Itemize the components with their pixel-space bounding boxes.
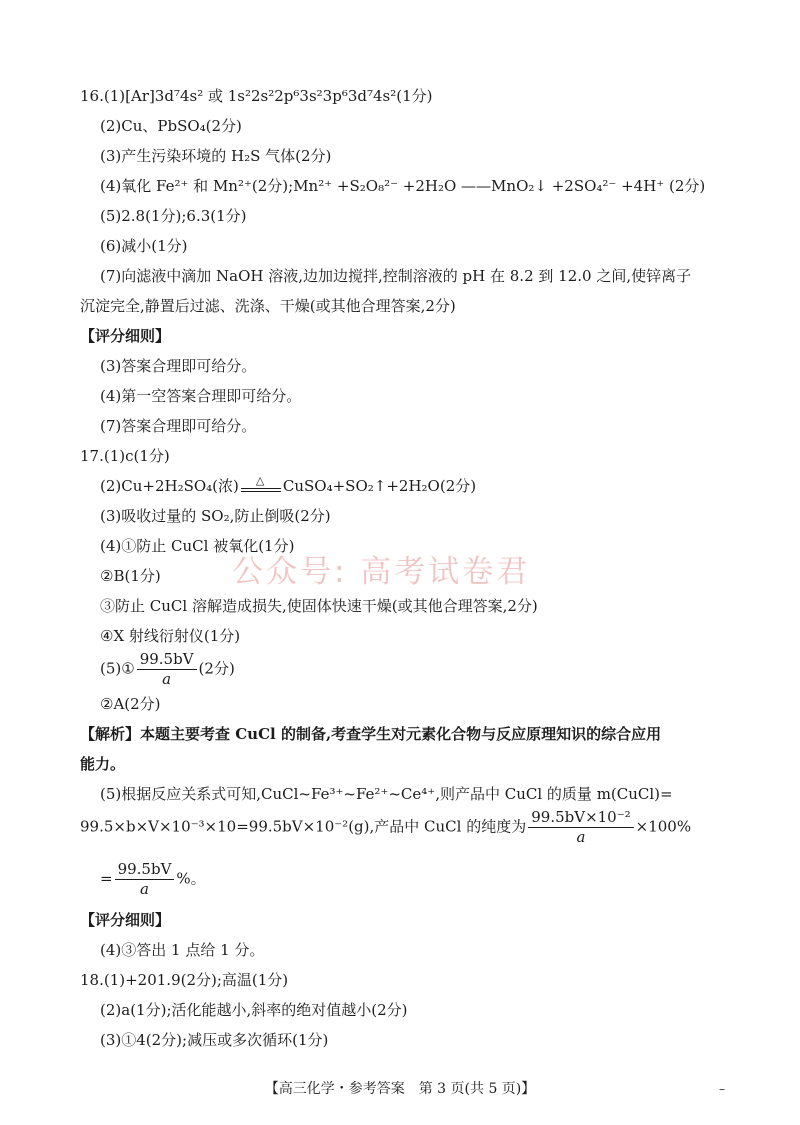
q17-line-2 — [100, 476, 476, 496]
fraction-denominator: a — [576, 828, 586, 846]
q17-analysis-a2 — [80, 808, 691, 847]
q17-l8-suffix: (2分) — [198, 659, 235, 678]
q16-rubric-title: 【评分细则】 — [80, 327, 171, 345]
q17-eq-right: CuSO₄+SO₂↑+2H₂O(2分) — [282, 477, 477, 495]
q16-line-2: (2)Cu、PbSO₄(2分) — [100, 117, 242, 135]
q17-analysis-a3 — [100, 860, 206, 899]
q17-line-4: (4)①防止 CuCl 被氧化(1分) — [100, 537, 295, 555]
q17-line-6: ③防止 CuCl 溶解造成损失,使固体快速干燥(或其他合理答案,2分) — [100, 597, 538, 615]
q17-l8-prefix: (5)① — [100, 659, 135, 678]
q17-analysis — [80, 724, 661, 744]
analysis-label: 【解析】 — [80, 725, 141, 743]
q16-rubric-1: (3)答案合理即可给分。 — [100, 357, 257, 375]
page-footer: 【高三化学・参考答案 第 3 页(共 5 页)】 — [264, 1081, 536, 1097]
q18-line-2: (2)a(1分);活化能越小,斜率的绝对值越小(2分) — [100, 1001, 408, 1019]
a3-suffix: %。 — [176, 869, 206, 888]
fraction — [115, 860, 175, 899]
watermark: 公众号: 高考试卷君 — [232, 554, 531, 590]
q17-analysis-2: 能力。 — [80, 755, 126, 773]
fraction-numerator: 99.5bV×10⁻² — [528, 808, 633, 828]
q17-line-8 — [100, 650, 235, 689]
q16-line-5: (5)2.8(1分);6.3(1分) — [100, 207, 247, 225]
q16-line-8: 沉淀完全,静置后过滤、洗涤、干燥(或其他合理答案,2分) — [80, 297, 456, 315]
q17-line-1: 17.(1)c(1分) — [80, 447, 170, 465]
heating-equals-sign — [239, 474, 283, 496]
q17-line-3: (3)吸收过量的 SO₂,防止倒吸(2分) — [100, 507, 331, 525]
q16-line-3: (3)产生污染环境的 H₂S 气体(2分) — [100, 147, 332, 165]
q17-line-9: ②A(2分) — [100, 695, 161, 713]
q17-line-5: ②B(1分) — [100, 567, 161, 585]
q17-rubric-title: 【评分细则】 — [80, 911, 171, 929]
fraction-numerator: 99.5bV — [115, 860, 175, 880]
q18-line-1: 18.(1)+201.9(2分);高温(1分) — [80, 971, 289, 989]
q17-line-7: ④X 射线衍射仪(1分) — [100, 627, 241, 645]
analysis-text: 本题主要考查 CuCl 的制备,考查学生对元素化合物与反应原理知识的综合应用 — [140, 725, 662, 743]
q17-eq-left: (2)Cu+2H₂SO₄(浓) — [100, 477, 239, 495]
q17-analysis-a1: (5)根据反应关系式可知,CuCl~Fe³⁺~Fe²⁺~Ce⁴⁺,则产品中 CuCl 的质量 m(CuCl)= — [100, 785, 673, 803]
q16-line-6: (6)减小(1分) — [100, 237, 188, 255]
fraction — [528, 808, 633, 847]
a3-prefix: = — [100, 869, 113, 888]
q18-line-3: (3)①4(2分);减压或多次循环(1分) — [100, 1031, 329, 1049]
q16-line-4: (4)氧化 Fe²⁺ 和 Mn²⁺(2分);Mn²⁺ +S₂O₈²⁻ +2H₂O ——MnO₂↓ +2SO₄²⁻ +4H⁺ (2分) — [100, 177, 706, 195]
q16-rubric-2: (4)第一空答案合理即可给分。 — [100, 387, 302, 405]
fraction-denominator: a — [162, 670, 172, 688]
fraction-numerator: 99.5bV — [137, 650, 197, 670]
q16-line-1: 16.(1)[Ar]3d⁷4s² 或 1s²2s²2p⁶3s²3p⁶3d⁷4s²(1分) — [80, 87, 433, 105]
q16-line-7: (7)向滤液中滴加 NaOH 溶液,边加边搅拌,控制溶液的 pH 在 8.2 到 12.0 之间,使锌离子 — [100, 267, 692, 285]
corner-mark: – — [719, 1082, 725, 1096]
fraction-denominator: a — [140, 880, 149, 898]
q16-rubric-3: (7)答案合理即可给分。 — [100, 417, 257, 435]
fraction — [137, 650, 197, 689]
q17-rubric-1: (4)③答出 1 点给 1 分。 — [100, 941, 265, 959]
a2-right: ×100% — [635, 817, 692, 836]
a2-left: 99.5×b×V×10⁻³×10=99.5bV×10⁻²(g),产品中 CuCl 的纯度为 — [80, 817, 527, 836]
heating-condition: △ — [255, 474, 265, 487]
